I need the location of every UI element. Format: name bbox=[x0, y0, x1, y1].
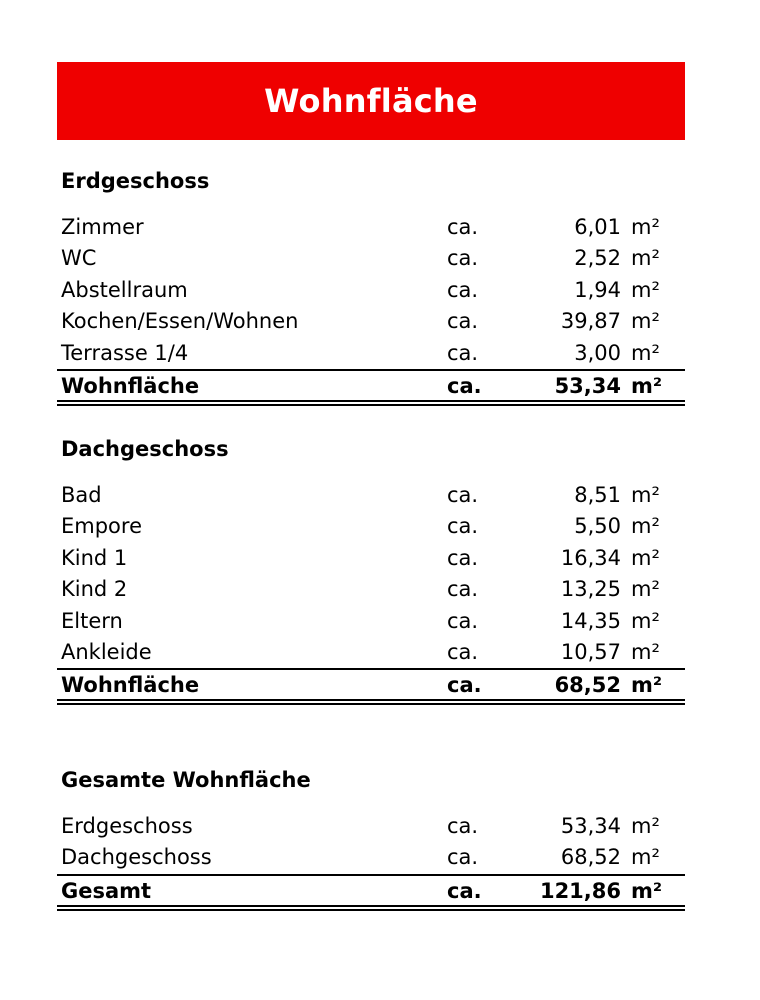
area-unit: m² bbox=[631, 309, 660, 334]
title-banner bbox=[57, 62, 685, 140]
table-row bbox=[57, 275, 685, 306]
area-unit: m² bbox=[631, 640, 660, 664]
room-name: Abstellraum bbox=[61, 277, 188, 302]
area-value: 16,34 bbox=[560, 545, 621, 570]
double-underline bbox=[57, 699, 685, 705]
room-name: Zimmer bbox=[61, 215, 144, 239]
room-name: Terrasse 1/4 bbox=[61, 340, 189, 365]
area-unit: m² bbox=[631, 845, 660, 870]
room-name: Gesamt bbox=[61, 878, 152, 903]
table-row bbox=[57, 212, 685, 243]
area-unit: m² bbox=[631, 215, 660, 239]
approx-label: ca. bbox=[447, 545, 479, 570]
area-unit: m² bbox=[631, 545, 660, 570]
table-row bbox=[57, 480, 685, 511]
room-name: Kind 1 bbox=[61, 545, 128, 570]
table-row bbox=[57, 306, 685, 337]
approx-label: ca. bbox=[447, 374, 482, 398]
area-value: 68,52 bbox=[560, 845, 621, 870]
approx-label: ca. bbox=[447, 340, 479, 365]
table-row bbox=[57, 811, 685, 842]
table-row bbox=[57, 574, 685, 605]
area-unit: m² bbox=[631, 878, 663, 903]
page-title: Wohnfläche bbox=[264, 82, 478, 120]
area-value: 1,94 bbox=[574, 277, 621, 302]
area-value: 39,87 bbox=[560, 309, 621, 334]
room-name: Eltern bbox=[61, 608, 123, 633]
approx-label: ca. bbox=[447, 814, 479, 838]
table-row bbox=[57, 338, 685, 369]
room-name: Kochen/Essen/Wohnen bbox=[61, 309, 299, 334]
room-name: Wohnfläche bbox=[61, 374, 200, 398]
area-unit: m² bbox=[631, 340, 660, 365]
area-unit: m² bbox=[631, 246, 660, 271]
area-unit: m² bbox=[631, 483, 660, 507]
table-row bbox=[57, 842, 685, 873]
room-name: Ankleide bbox=[61, 640, 152, 664]
approx-label: ca. bbox=[447, 845, 479, 870]
area-value: 5,50 bbox=[574, 514, 621, 539]
area-value: 68,52 bbox=[554, 673, 621, 698]
area-unit: m² bbox=[631, 814, 660, 838]
approx-label: ca. bbox=[447, 673, 482, 698]
total-row bbox=[57, 874, 685, 906]
area-value: 53,34 bbox=[560, 814, 621, 838]
area-value: 14,35 bbox=[560, 608, 621, 633]
area-value: 2,52 bbox=[574, 246, 621, 271]
approx-label: ca. bbox=[447, 277, 479, 302]
room-name: Kind 2 bbox=[61, 577, 128, 602]
room-name: Empore bbox=[61, 514, 142, 539]
total-row bbox=[57, 668, 685, 700]
section-heading: Gesamte Wohnfläche bbox=[61, 768, 311, 792]
approx-label: ca. bbox=[447, 246, 479, 271]
total-row bbox=[57, 369, 685, 401]
room-name: Bad bbox=[61, 483, 102, 507]
room-name: Wohnfläche bbox=[61, 673, 200, 698]
area-value: 8,51 bbox=[574, 483, 621, 507]
approx-label: ca. bbox=[447, 215, 479, 239]
area-value: 121,86 bbox=[539, 878, 621, 903]
table-row bbox=[57, 511, 685, 542]
table-row bbox=[57, 543, 685, 574]
double-underline bbox=[57, 905, 685, 911]
area-value: 6,01 bbox=[574, 215, 621, 239]
double-underline bbox=[57, 400, 685, 406]
approx-label: ca. bbox=[447, 640, 479, 664]
area-value: 13,25 bbox=[560, 577, 621, 602]
area-value: 10,57 bbox=[560, 640, 621, 664]
table-row bbox=[57, 637, 685, 668]
approx-label: ca. bbox=[447, 514, 479, 539]
room-name: WC bbox=[61, 246, 97, 271]
area-unit: m² bbox=[631, 374, 663, 398]
area-unit: m² bbox=[631, 608, 660, 633]
section-heading: Dachgeschoss bbox=[61, 437, 229, 461]
table-row bbox=[57, 606, 685, 637]
approx-label: ca. bbox=[447, 309, 479, 334]
approx-label: ca. bbox=[447, 577, 479, 602]
room-name: Dachgeschoss bbox=[61, 845, 212, 870]
area-unit: m² bbox=[631, 514, 660, 539]
area-unit: m² bbox=[631, 277, 660, 302]
area-value: 3,00 bbox=[574, 340, 621, 365]
area-unit: m² bbox=[631, 577, 660, 602]
approx-label: ca. bbox=[447, 483, 479, 507]
area-value: 53,34 bbox=[554, 374, 621, 398]
table-row bbox=[57, 243, 685, 274]
approx-label: ca. bbox=[447, 608, 479, 633]
area-unit: m² bbox=[631, 673, 663, 698]
room-name: Erdgeschoss bbox=[61, 814, 193, 838]
approx-label: ca. bbox=[447, 878, 482, 903]
section-heading: Erdgeschoss bbox=[61, 169, 210, 193]
